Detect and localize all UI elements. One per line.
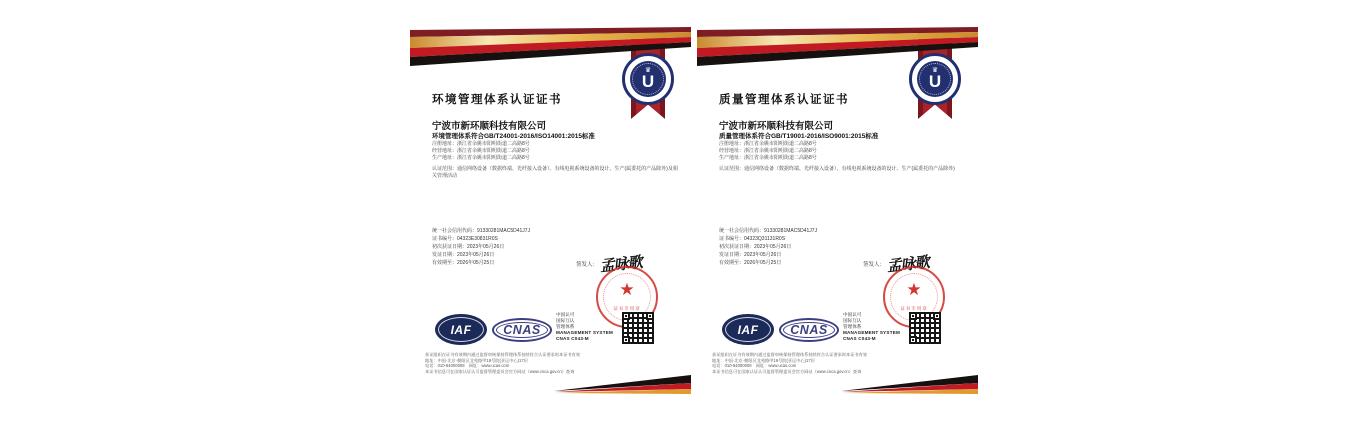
certificate-title: 质量管理体系认证证书	[719, 94, 849, 106]
certifier-badge	[909, 53, 961, 105]
cnas-logo-text: CNAS	[790, 323, 828, 337]
issuer-signature: 孟咏歌	[887, 253, 931, 276]
expiry-date: 有效期至：2026年05月25日	[432, 260, 495, 266]
footer-address: 地址：中国·北京·朝阳区北苑路甲19号院(亚运中心)17层	[425, 357, 528, 363]
qr-finder-pattern	[622, 336, 630, 344]
accreditation-cn-line: 中国认可	[843, 312, 862, 317]
accreditation-cn-line: 管理体系	[843, 324, 862, 329]
iaf-logo	[722, 314, 774, 345]
accreditation-cn-line: 中国认可	[556, 312, 575, 317]
address-block	[719, 141, 817, 162]
cnas-logo-text: CNAS	[503, 323, 541, 337]
badge-letter: U	[641, 72, 655, 91]
company-name: 宁波市新环顺科技有限公司	[719, 121, 834, 132]
credit-code: 统一社会信用代码：91330281MAC5D41J7J	[432, 228, 531, 234]
cnas-logo	[779, 318, 839, 342]
management-system-line: MANAGEMENT SYSTEM	[556, 330, 613, 335]
star-icon: ★	[906, 280, 922, 299]
certificate	[697, 25, 978, 407]
registered-address: 注册地址：浙江省余姚市阳明街道二高路8号	[432, 141, 530, 147]
qr-code	[909, 312, 941, 344]
corner-stripe-decoration	[841, 374, 978, 400]
certifier-badge	[622, 53, 674, 105]
iaf-logo	[435, 314, 487, 345]
stamp-label: 证书专用章	[613, 306, 641, 311]
registered-address: 注册地址：浙江省余姚市阳明街道二高路8号	[719, 141, 817, 147]
issue-date: 发证日期：2023年05月26日	[719, 252, 782, 258]
production-address: 生产地址：浙江省余姚市阳明街道二高路8号	[432, 155, 530, 161]
footer-verify-note: 本证书信息可在国家认证认可监督管理委员会官方网站（www.cnca.gov.cn）查询	[425, 369, 575, 375]
certifier-badge-core	[917, 61, 953, 97]
footer-address: 地址：中国·北京·朝阳区北苑路甲19号院(亚运中心)17层	[712, 357, 815, 363]
cnas-logo	[492, 318, 552, 342]
crown-icon: ♛	[931, 67, 939, 74]
certificate-info-block	[719, 227, 817, 267]
accreditation-cn-line: 管理体系	[556, 324, 575, 329]
issue-date: 发证日期：2023年05月26日	[432, 252, 495, 258]
production-address: 生产地址：浙江省余姚市阳明街道二高路8号	[719, 155, 817, 161]
corner-stripe-decoration	[554, 374, 691, 400]
accreditation-cn-line: 国际互认	[556, 318, 575, 323]
star-icon: ★	[619, 280, 635, 299]
qr-finder-pattern	[909, 312, 917, 320]
certificate-number: 证书编号：04323Q31131R0S	[719, 236, 786, 242]
cnas-code-line: CNAS C043-M	[843, 336, 876, 341]
issuer-signature: 孟咏歌	[600, 253, 644, 276]
company-name: 宁波市新环顺科技有限公司	[432, 121, 547, 132]
certification-scope: 认证范围：通信网络设备（数据终端、光纤接入设备）、有线电视系统设备的设计、生产(属委托的产品除外)及相关管理活动	[432, 166, 678, 179]
standard-line: 质量管理体系符合GB/T19001-2016/ISO9001:2015标准	[719, 133, 879, 140]
certificate-title: 环境管理体系认证证书	[432, 94, 562, 106]
standard-line: 环境管理体系符合GB/T24001-2016/ISO14001:2015标准	[432, 133, 595, 140]
certificate-info-block	[432, 227, 530, 267]
issuer-label: 签发人：	[863, 261, 886, 268]
accreditation-cn-line: 国际互认	[843, 318, 862, 323]
footer-phone-web: 电话：010-84000008 网址：www.ucas.com	[712, 363, 797, 369]
badge-letter: U	[928, 72, 942, 91]
footer-verify-note: 本证书信息可在国家认证认可监督管理委员会官方网站（www.cnca.gov.cn）查询	[712, 369, 862, 375]
credit-code: 统一社会信用代码：91330281MAC5D41J7J	[719, 228, 818, 234]
first-issue-date: 初次获证日期：2023年05月26日	[432, 244, 505, 250]
first-issue-date: 初次获证日期：2023年05月26日	[719, 244, 792, 250]
iaf-logo-text: IAF	[450, 322, 472, 337]
qr-finder-pattern	[933, 312, 941, 320]
qr-finder-pattern	[622, 312, 630, 320]
crown-icon: ♛	[644, 67, 652, 74]
qr-finder-pattern	[646, 312, 654, 320]
qr-finder-pattern	[909, 336, 917, 344]
footer-validity-note: 获证组织在证书有效期内通过监督审核保持管理体系持续符合认证要求时本证书有效	[712, 352, 867, 357]
footer-validity-note: 获证组织在证书有效期内通过监督审核保持管理体系持续符合认证要求时本证书有效	[425, 352, 580, 357]
expiry-date: 有效期至：2026年05月25日	[719, 260, 782, 266]
business-address: 经营地址：浙江省余姚市阳明街道二高路8号	[432, 148, 530, 154]
address-block	[432, 141, 530, 162]
certification-scope: 认证范围：通信网络设备（数据终端、光纤接入设备）、有线电视系统设备的设计、生产(属委托的产品除外)	[719, 166, 955, 172]
business-address: 经营地址：浙江省余姚市阳明街道二高路8号	[719, 148, 817, 154]
footer-notes	[712, 352, 867, 375]
cnas-code-line: CNAS C043-M	[556, 336, 589, 341]
certifier-badge-core	[630, 61, 666, 97]
stamp-label: 证书专用章	[900, 306, 928, 311]
footer-phone-web: 电话：010-84000008 网址：www.ucas.com	[425, 363, 510, 369]
certificate	[410, 25, 691, 407]
iaf-logo-text: IAF	[737, 322, 759, 337]
certificate-number: 证书编号：04323E30831R0S	[432, 236, 498, 242]
qr-code	[622, 312, 654, 344]
issuer-label: 签发人：	[576, 261, 599, 268]
footer-notes	[425, 352, 580, 375]
management-system-line: MANAGEMENT SYSTEM	[843, 330, 900, 335]
